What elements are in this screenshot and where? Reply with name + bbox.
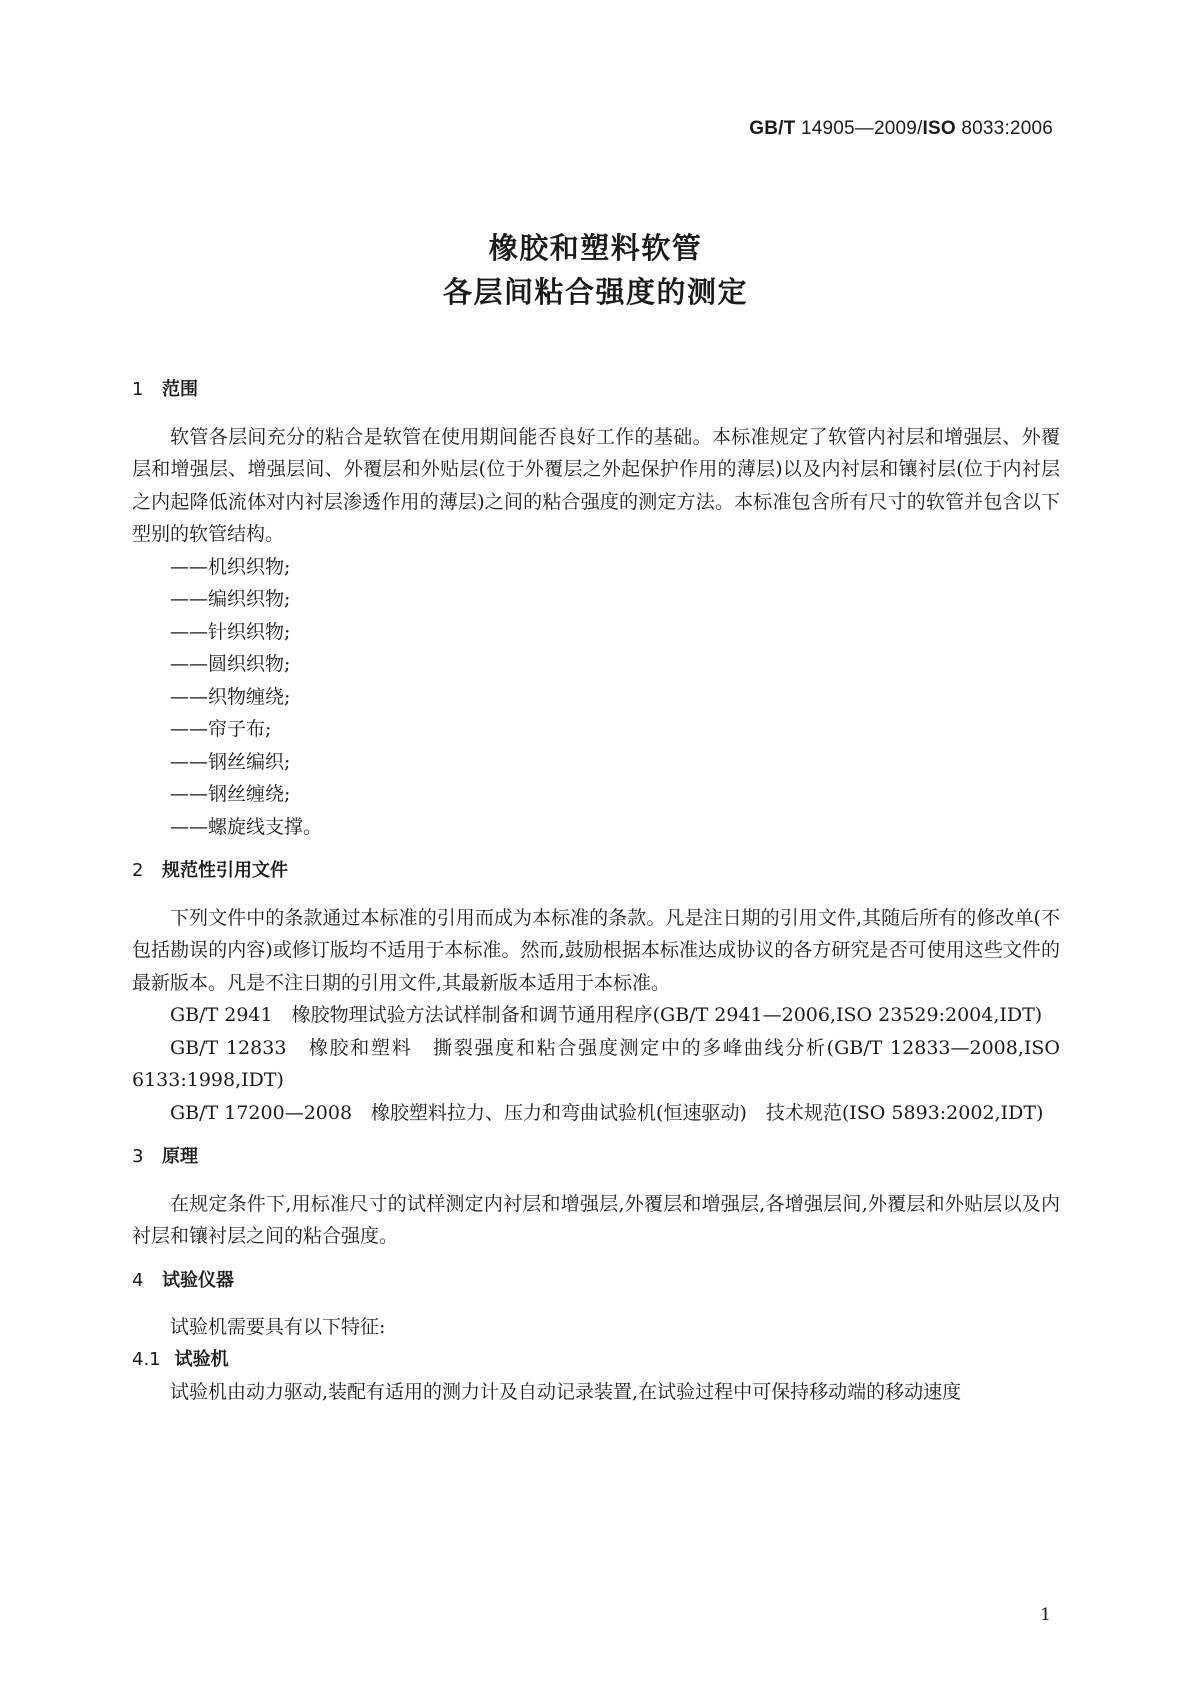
section-number: 2 [132,860,144,881]
list-item: ——编织织物; [170,588,291,610]
section-number: 1 [132,379,144,400]
list-item: ——帘子布; [170,718,272,740]
testing-machine-paragraph: 试验机由动力驱动,装配有适用的测力计及自动记录装置,在试验过程中可保持移动端的移动速度 [170,1381,962,1403]
list-item: ——螺旋线支撑。 [170,815,323,838]
section-4-heading [132,1265,1060,1298]
list-item: ——针织织物; [170,620,291,643]
list-item: ——机织织物; [170,555,291,578]
code-iso-number: 8033:2006 [961,118,1053,139]
reference-entry: GB/T 17200—2008 橡胶塑料拉力、压力和弯曲试验机(恒速驱动) 技术规范(ISO 5893:2002,IDT) [170,1101,1044,1124]
standard-code: GB/T 14905—2009/ISO 8033:2006 [749,118,1053,139]
scope-paragraph: 软管各层间充分的粘合是软管在使用期间能否良好工作的基础。本标准规定了软管内衬层和增强层、外覆层和增强层、增强层间、外覆层和外贴层(位于外覆层之外起保护作用的薄层)以及内衬层和镶衬层(位于内衬层之内起降低流体对内衬层渗透作用的薄层)之间的粘合强度的测定方法。本标准包含所有尺寸的软管并包含以下型别的软管结构。 [132,425,1060,545]
page-number: 1 [1040,1605,1051,1625]
document-body [132,374,1060,1409]
reference-entry: GB/T 2941 橡胶物理试验方法试样制备和调节通用程序(GB/T 2941—2006,ISO 23529:2004,IDT) [170,1004,1043,1026]
structure-list [132,551,1060,844]
code-iso: ISO [922,118,956,139]
section-number: 3 [132,1146,144,1167]
principle-paragraph: 在规定条件下,用标准尺寸的试样测定内衬层和增强层,外覆层和增强层,各增强层间,外覆层和外贴层以及内衬层和镶衬层之间的粘合强度。 [132,1192,1060,1247]
section-1-heading [132,374,1060,407]
subsection-4-1-heading [132,1344,1060,1377]
subsection-number: 4.1 [132,1348,161,1370]
list-item: ——织物缠绕; [170,685,291,708]
list-item: ——钢丝缠绕; [170,783,291,805]
title-line-1: 橡胶和塑料软管 [488,231,703,265]
reference-entry: GB/T 12833 橡胶和塑料 撕裂强度和粘合强度测定中的多峰曲线分析(GB/T 12833—2008,ISO 6133:1998,IDT) [132,1036,1060,1091]
list-item: ——钢丝编织; [170,750,291,773]
list-item: ——圆织织物; [170,653,291,675]
references-intro: 下列文件中的条款通过本标准的引用而成为本标准的条款。凡是注日期的引用文件,其随后所有的修改单(不包括勘误的内容)或修订版均不适用于本标准。然而,鼓励根据本标准达成协议的各方研究是否可使用这些文件的最新版本。凡是不注日期的引用文件,其最新版本适用于本标准。 [132,906,1060,994]
section-2-heading [132,855,1060,888]
title-line-2: 各层间粘合强度的测定 [442,275,748,309]
subsection-title: 试验机 [174,1348,229,1370]
section-number: 4 [132,1269,144,1291]
code-prefix: GB/T [749,118,796,139]
section-title: 范围 [162,379,198,400]
section-title: 规范性引用文件 [162,860,288,881]
code-number: 14905—2009 [800,118,918,139]
section-title: 原理 [162,1146,198,1167]
section-title: 试验仪器 [162,1269,234,1291]
section-3-heading [132,1141,1060,1174]
apparatus-intro: 试验机需要具有以下特征: [170,1316,386,1338]
